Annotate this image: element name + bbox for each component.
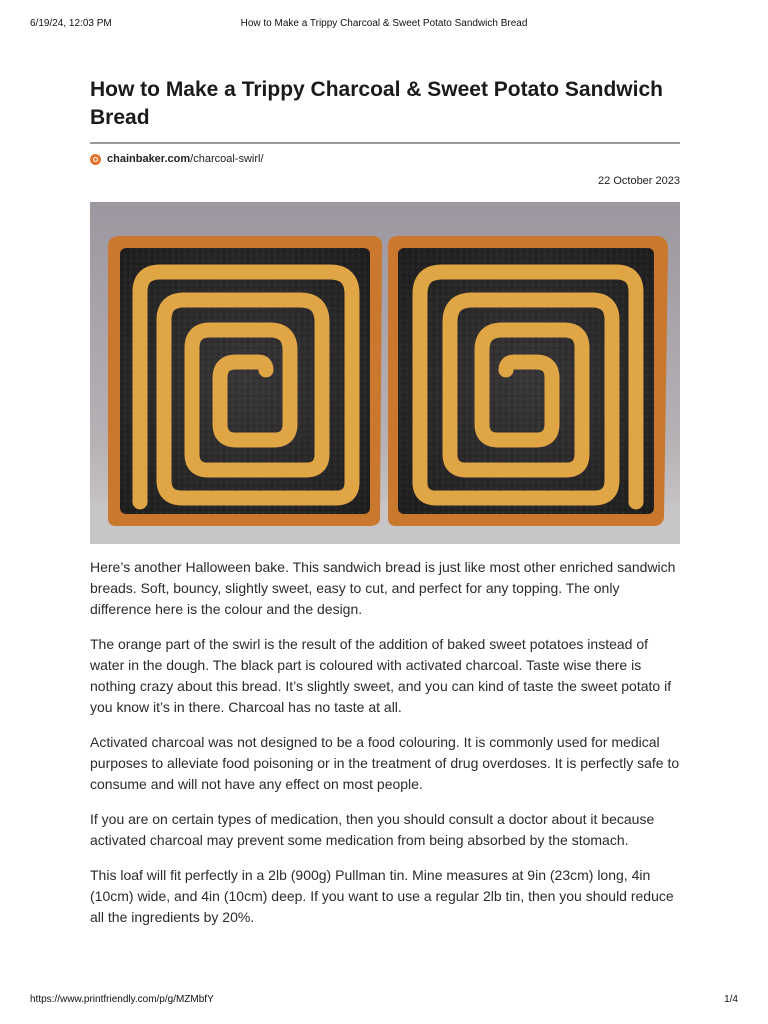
article: [90, 70, 680, 928]
title-divider: [90, 142, 680, 144]
print-header: [30, 18, 738, 32]
source-domain: chainbaker.com: [107, 153, 191, 165]
hero-image: [90, 202, 680, 544]
paragraph: This loaf will fit perfectly in a 2lb (900g) Pullman tin. Mine measures at 9in (23cm) long, 4in (10cm) wide, and 4in (10cm) deep. If you want to use a regular 2lb tin, then you should reduce all the ingredients by 20%.: [90, 867, 674, 925]
paragraph: Here’s another Halloween bake. This sandwich bread is just like most other enriched sandwich breads. Soft, bouncy, slightly sweet, easy to cut, and perfect for any topping. The only difference here is the colour and the design.: [90, 559, 676, 617]
paragraph: Activated charcoal was not designed to be a food colouring. It is commonly used for medical purposes to alleviate food poisoning or in the treatment of drug overdoses. It is perfectly safe to consume and will not have any effect on most people.: [90, 734, 680, 792]
article-title: How to Make a Trippy Charcoal & Sweet Potato Sandwich Bread: [90, 78, 663, 129]
paragraph: The orange part of the swirl is the result of the addition of baked sweet potatoes instead of water in the dough. The black part is coloured with activated charcoal. Taste wise there is nothing crazy about this bread. It’s slightly sweet, and you can kind of taste the sweet potato if you know it’s in there. Charcoal has no taste at all.: [90, 636, 672, 715]
bread-slice-right: [388, 236, 668, 526]
source-path: /charcoal-swirl/: [190, 153, 264, 165]
source-link[interactable]: [107, 153, 264, 165]
article-body: [90, 557, 680, 928]
print-datetime: 6/19/24, 12:03 PM: [30, 18, 112, 29]
bread-slice-left: [108, 236, 382, 526]
publish-date: 22 October 2023: [598, 175, 680, 187]
print-url: https://www.printfriendly.com/p/g/MZMbfY: [30, 994, 214, 1005]
page-number: 1/4: [724, 994, 738, 1005]
source-line: [90, 153, 680, 165]
chainbaker-logo-icon: [90, 154, 101, 165]
paragraph: If you are on certain types of medication, then you should consult a doctor about it because activated charcoal may prevent some medication from being absorbed by the stomach.: [90, 811, 655, 848]
print-doc-title: How to Make a Trippy Charcoal & Sweet Potato Sandwich Bread: [240, 18, 528, 29]
